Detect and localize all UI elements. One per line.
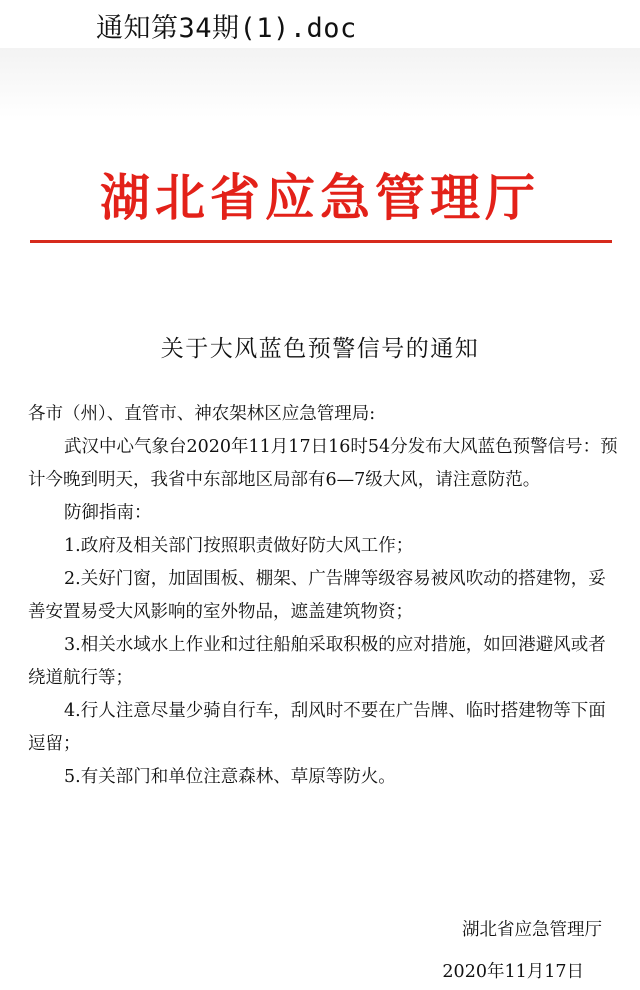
file-name[interactable]: 通知第34期(1).doc xyxy=(96,13,357,44)
document-date: 2020年11月17日 xyxy=(442,962,584,982)
signature: 湖北省应急管理厅 xyxy=(462,920,602,940)
guide-item-1: 1.政府及相关部门按照职责做好防大风工作； xyxy=(64,536,414,556)
guide-item-3: 3.相关水域水上作业和过往船舶采取积极的应对措施，如回港避风或者绕道航行等； xyxy=(28,635,606,688)
file-header xyxy=(0,0,640,48)
paragraph-warning: 武汉中心气象台2020年11月17日16时54分发布大风蓝色预警信号：预计今晚到明天，我省中东部地区局部有6—7级大风，请注意防范。 xyxy=(28,437,618,490)
recipient-line: 各市（州）、直管市、神农架林区应急管理局: xyxy=(28,404,376,424)
guide-item-2: 2.关好门窗，加固围板、棚架、广告牌等级容易被风吹动的搭建物，妥善安置易受大风影响的室外物品，遮盖建筑物资； xyxy=(28,569,606,622)
red-divider-line xyxy=(30,240,612,243)
guide-item-5: 5.有关部门和单位注意森林、草原等防火。 xyxy=(64,767,396,787)
notice-title: 关于大风蓝色预警信号的通知 xyxy=(160,336,480,362)
document-body xyxy=(28,398,618,794)
guide-item-4: 4.行人注意尽量少骑自行车，刮风时不要在广告牌、临时搭建物等下面逗留； xyxy=(28,701,606,754)
organization-heading: 湖北省应急管理厅 xyxy=(100,168,540,227)
paragraph-guide-heading: 防御指南： xyxy=(64,503,152,523)
header-fade xyxy=(0,48,640,118)
